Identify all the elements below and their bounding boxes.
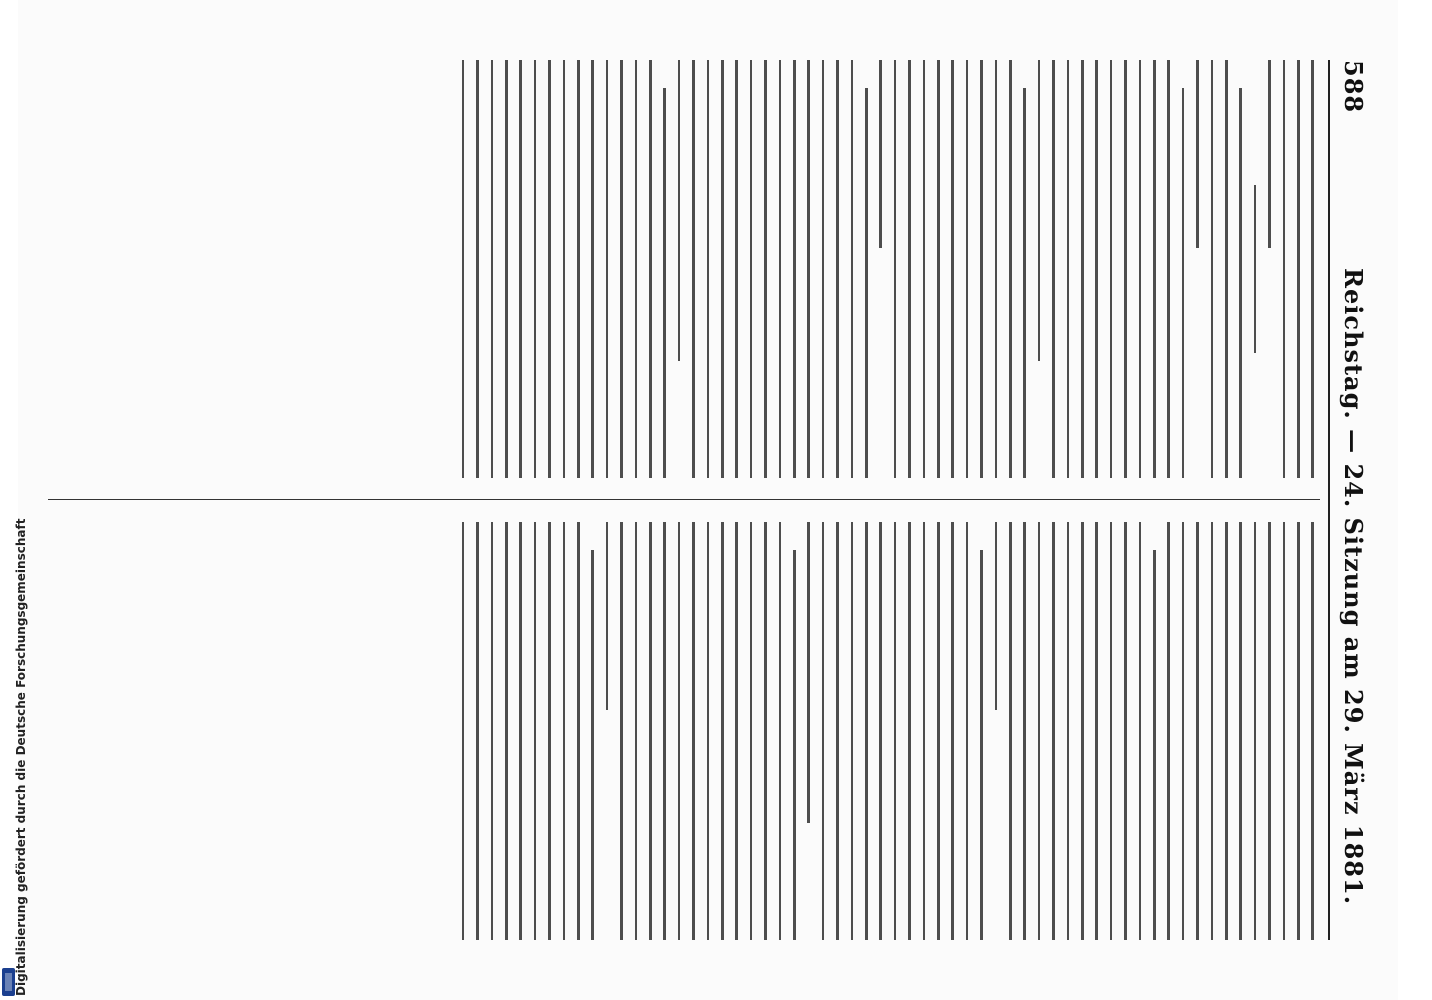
page-header bbox=[1336, 60, 1372, 940]
page-number: 588 bbox=[1339, 60, 1369, 114]
digitization-notice bbox=[0, 0, 28, 1000]
text-column-right bbox=[48, 522, 1320, 940]
newspaper-page bbox=[18, 0, 1398, 1000]
digitization-notice-text: Digitalisierung gefördert durch die Deutsche Forschungsgemeinschaft bbox=[14, 518, 28, 996]
running-head: Reichstag. — 24. Sitzung am 29. März 1881. bbox=[1339, 268, 1369, 906]
column-right-text bbox=[48, 522, 1320, 940]
column-divider bbox=[48, 499, 1320, 500]
header-rule bbox=[1328, 60, 1330, 940]
text-column-left bbox=[48, 60, 1320, 478]
column-left-text bbox=[48, 60, 1320, 478]
